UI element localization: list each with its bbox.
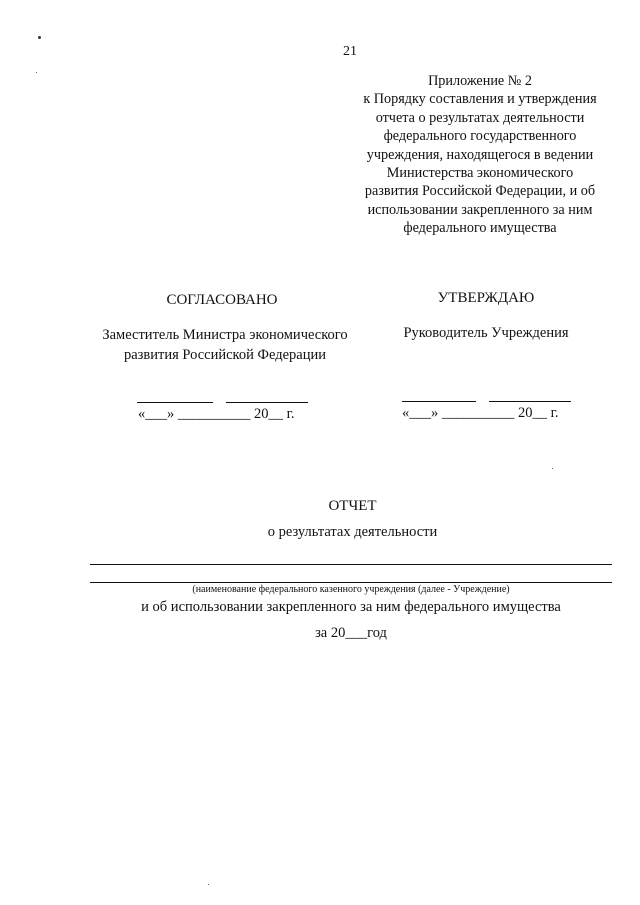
agreed-position-line: Заместитель Министра экономического [102, 327, 348, 343]
appendix-line: использовании закрепленного за ним [367, 201, 593, 218]
year-line: за 20___год [315, 625, 387, 641]
scan-speck [208, 884, 209, 885]
report-subtitle: о результатах деятельности [267, 524, 438, 540]
institution-name-line [90, 564, 612, 565]
appendix-line: Министерства экономического [386, 165, 574, 182]
page-number: 21 [343, 44, 357, 59]
agreed-position-line: развития Российской Федерации [124, 346, 326, 363]
report-title: ОТЧЕТ [328, 498, 377, 514]
agreed-name-line [226, 402, 308, 403]
approve-name-line [489, 401, 571, 402]
approve-position [372, 324, 600, 344]
appendix-line: федерального имущества [403, 220, 557, 237]
agreed-title: СОГЛАСОВАНО [166, 292, 278, 308]
appendix-line: федерального государственного [383, 128, 577, 145]
appendix-heading [335, 72, 625, 238]
agreed-position [80, 326, 370, 365]
property-line: и об использовании закрепленного за ним федерального имущества [141, 599, 561, 615]
approve-position-line: Руководитель Учреждения [403, 325, 569, 341]
institution-name-line [90, 582, 612, 583]
agreed-signature-line [137, 402, 213, 403]
approve-date: «___» __________ 20__ г. [402, 405, 559, 421]
appendix-line: к Порядку составления и утверждения [363, 91, 597, 108]
appendix-line: развития Российской Федерации, и об [364, 183, 596, 200]
scan-speck [552, 468, 553, 469]
scan-speck [36, 72, 37, 73]
approve-signature-line [402, 401, 476, 402]
agreed-date: «___» __________ 20__ г. [138, 406, 295, 422]
scan-speck [38, 36, 41, 39]
approve-title: УТВЕРЖДАЮ [437, 290, 535, 306]
appendix-line: учреждения, находящегося в ведении [366, 146, 594, 163]
institution-caption: (наименование федерального казенного учреждения (далее - Учреждение) [192, 584, 510, 595]
appendix-line: Приложение № 2 [428, 73, 532, 89]
appendix-line: отчета о результатах деятельности [375, 109, 585, 126]
